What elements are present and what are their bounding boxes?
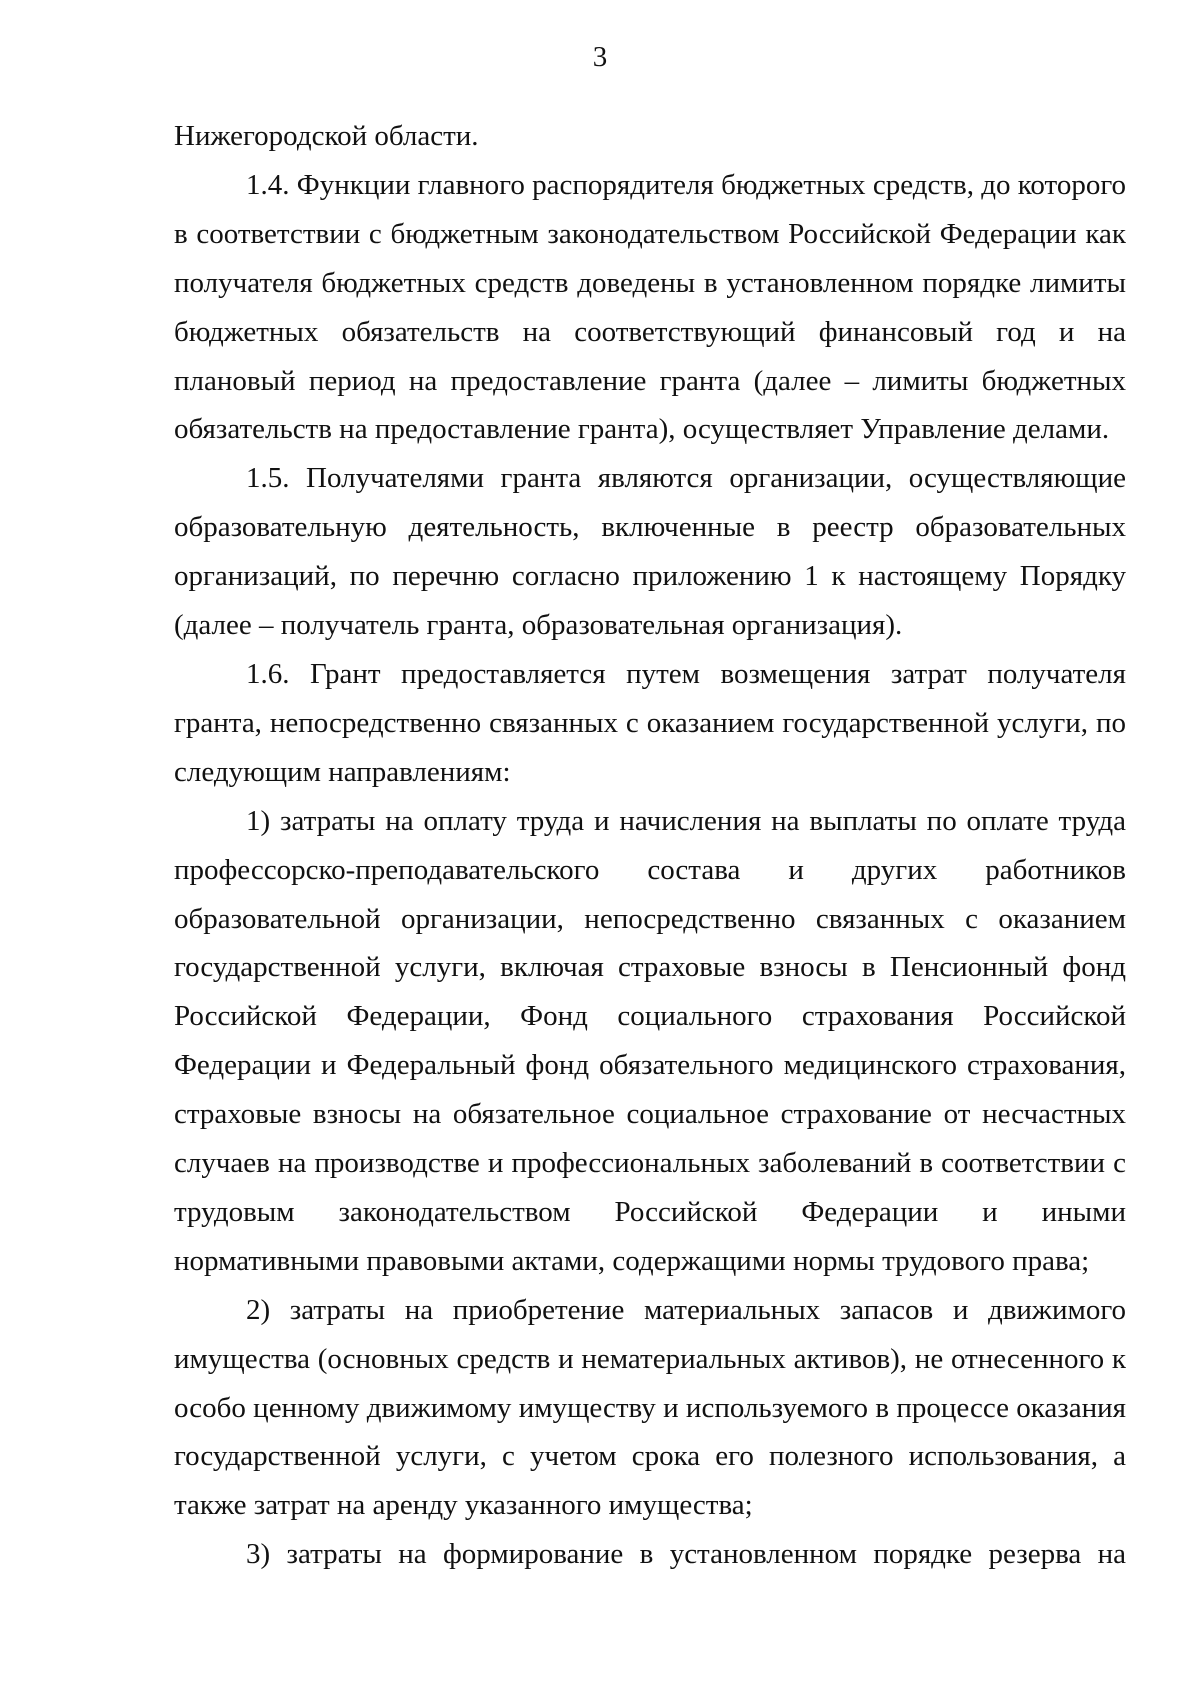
paragraph-1-6: 1.6. Грант предоставляется путем возмещения затрат получателя гранта, непосредственно связанных с оказанием государственной услуги, по следующим направлениям:: [174, 657, 1126, 788]
document-body: [174, 112, 1126, 1579]
paragraph-continuation: Нижегородской области.: [174, 120, 479, 152]
paragraph-1-5: 1.5. Получателями гранта являются организации, осуществляющие образовательную деятельность, включенные в реестр образовательных организаций, по перечню согласно приложению 1 к настоящему Порядку (далее – получатель гранта, образовательная организация).: [174, 462, 1126, 642]
page-number: 3: [592, 41, 608, 73]
list-item-2: 2) затраты на приобретение материальных запасов и движимого имущества (основных средств и нематериальных активов), не отнесенного к особо ценному движимому имуществу и используемого в процессе оказания государственной услуги, с учетом срока его полезного использования, а также затрат на аренду указанного имущества;: [174, 1293, 1126, 1522]
paragraph-1-4: 1.4. Функции главного распорядителя бюджетных средств, до которого в соответствии с бюджетным законодательством Российской Федерации как получателя бюджетных средств доведены в установленном порядке лимиты бюджетных обязательств на соответствующий финансовый год и на плановый период на предоставление гранта (далее – лимиты бюджетных обязательств на предоставление гранта), осуществляет Управление делами.: [174, 168, 1126, 446]
list-item-3: 3) затраты на формирование в установленном порядке резерва на: [246, 1538, 1126, 1571]
list-item-1: 1) затраты на оплату труда и начисления на выплаты по оплате труда профессорско-преподавательского состава и других работников образовательной организации, непосредственно связанных с оказанием государственной услуги, включая страховые взносы в Пенсионный фонд Российской Федерации, Фонд социального страхования Российской Федерации и Федеральный фонд обязательного медицинского страхования, страховые взносы на обязательное социальное страхование от несчастных случаев на производстве и профессиональных заболеваний в соответствии с трудовым законодательством Российской Федерации и иными нормативными правовыми актами, содержащими нормы трудового права;: [174, 804, 1126, 1277]
